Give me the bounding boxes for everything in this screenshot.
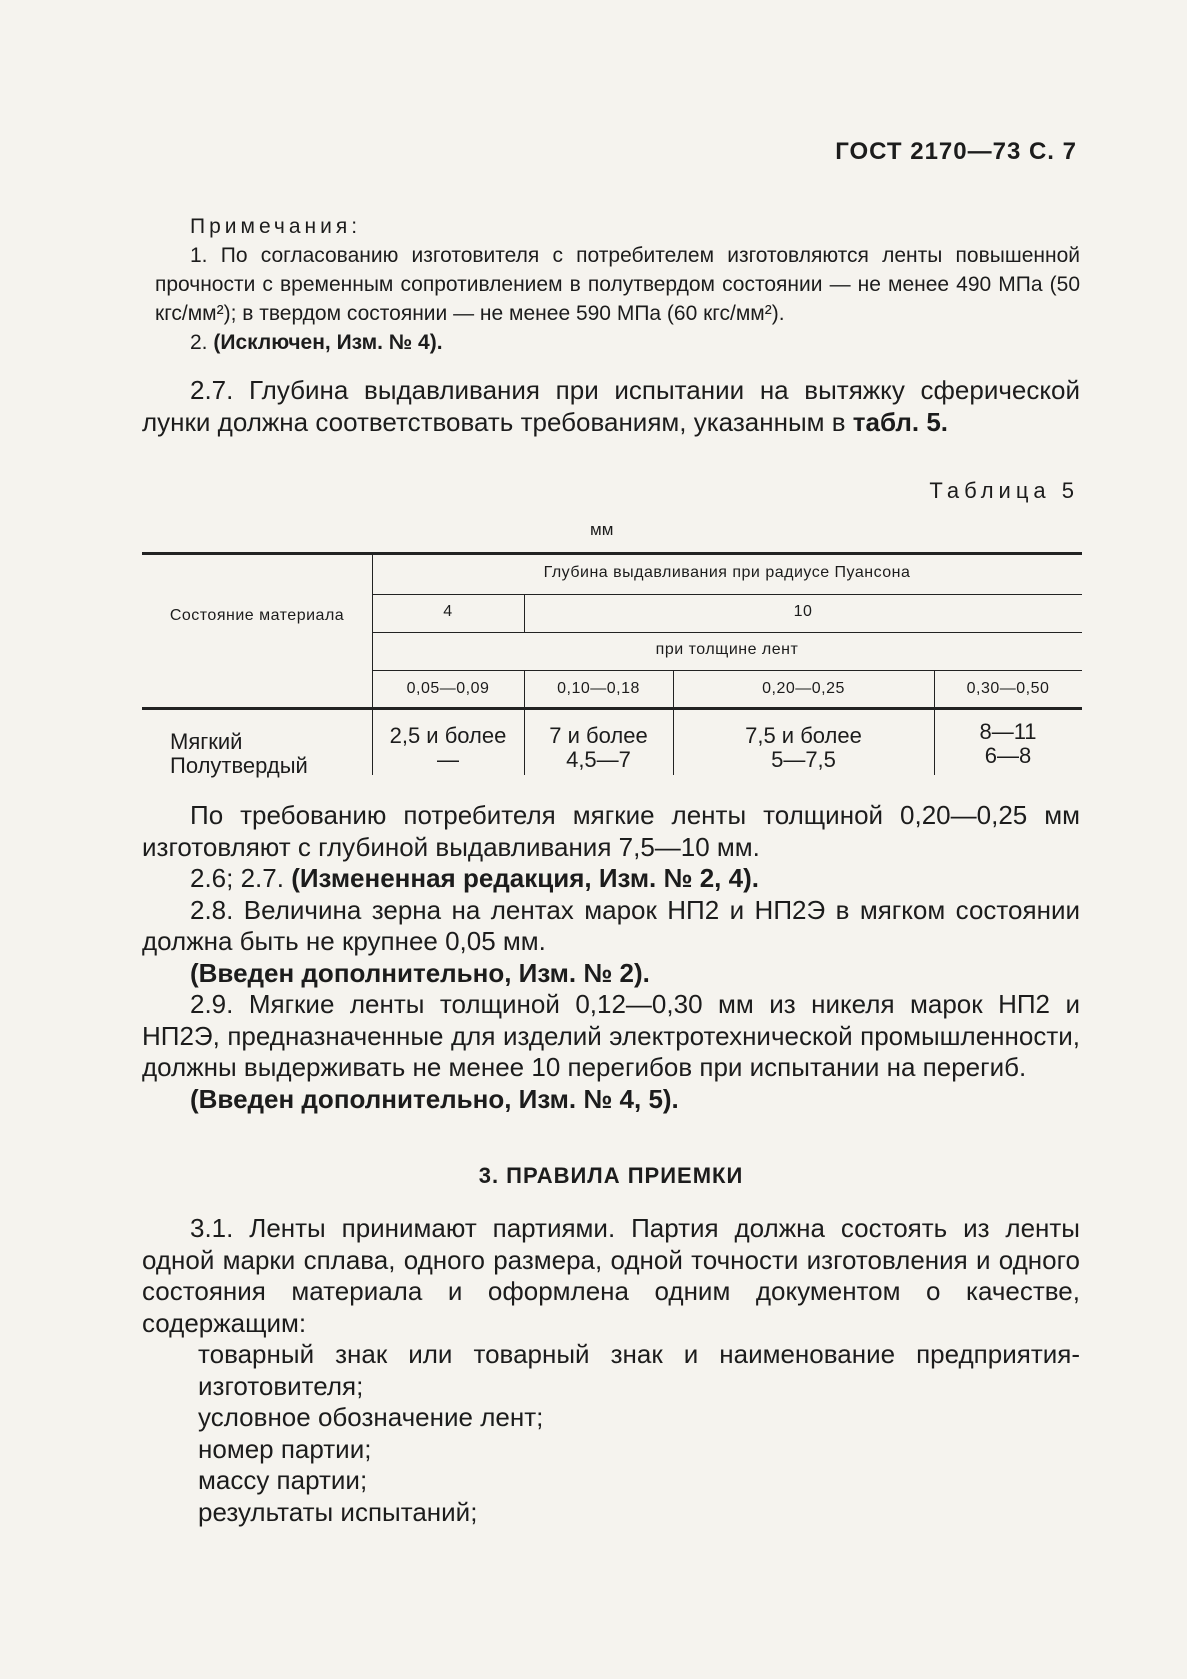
table-cell: — xyxy=(437,747,459,772)
note-item-2-number: 2. xyxy=(190,331,208,354)
list-item: массу партии; xyxy=(198,1465,368,1495)
table-5 xyxy=(142,552,1082,778)
notes-title: Примечания: xyxy=(190,215,362,238)
row-label-soft: Мягкий xyxy=(170,729,243,754)
group-header: Глубина выдавливания при радиусе Пуансона xyxy=(543,564,911,581)
thickness-col-3: 0,20—0,25 xyxy=(762,680,845,697)
edit-reference-note: (Измененная редакция, Изм. № 2, 4). xyxy=(291,863,759,893)
note-item-2-text: (Исключен, Изм. № 4). xyxy=(213,331,443,354)
paragraph-2-7 xyxy=(142,375,1080,438)
table-header-rule xyxy=(142,707,1082,710)
table-cell: 8—11 xyxy=(979,719,1037,744)
table-cell: 6—8 xyxy=(984,743,1032,768)
row-header: Состояние материала xyxy=(169,607,345,624)
table-top-rule xyxy=(142,552,1082,555)
table-cell: 7 и более xyxy=(549,723,648,748)
table-reference: табл. 5. xyxy=(852,406,949,437)
table-cell: 2,5 и более xyxy=(389,723,507,748)
paragraph-2-8-note: (Введен дополнительно, Изм. № 2). xyxy=(190,957,650,988)
paragraph-3-1-text: 3.1. Ленты принимают партиями. Партия должна состоять из ленты одной марки сплава, одного размера, одной точности изготовления и одного состояния материала и оформлена одним документом о качестве, содержащим: xyxy=(142,1213,1080,1338)
paragraph-2-9-note: (Введен дополнительно, Изм. № 4, 5). xyxy=(190,1083,679,1114)
table-cell: 7,5 и более xyxy=(745,723,862,748)
post-table-text xyxy=(142,800,1080,1115)
paragraph-2-8: 2.8. Величина зерна на лентах марок НП2 и НП2Э в мягком состоянии должна быть не крупнее 0,05 мм. xyxy=(142,894,1080,956)
thickness-header: при толщине лент xyxy=(655,641,799,658)
thickness-col-2: 0,10—0,18 xyxy=(557,680,640,697)
radius-4-header: 4 xyxy=(443,603,453,620)
paragraph-3-1 xyxy=(142,1213,1080,1528)
table-rule-2 xyxy=(372,632,1082,633)
section-3-title: 3. ПРАВИЛА ПРИЕМКИ xyxy=(478,1163,744,1188)
table-units: мм xyxy=(590,520,614,539)
thickness-col-4: 0,30—0,50 xyxy=(966,680,1050,697)
edit-reference-prefix: 2.6; 2.7. xyxy=(190,863,284,893)
thickness-col-1: 0,05—0,09 xyxy=(406,680,490,697)
radius-10-header: 10 xyxy=(793,603,813,620)
paragraph-2-7-text: 2.7. Глубина выдавливания при испытании на вытяжку сферической лунки должна соответствовать требованиям, указанным в xyxy=(142,375,1080,437)
table-cell: 5—7,5 xyxy=(771,747,836,772)
table-rule-3 xyxy=(372,670,1082,671)
list-item: номер партии; xyxy=(198,1433,372,1464)
page-header: ГОСТ 2170—73 С. 7 xyxy=(835,138,1077,165)
list-item: результаты испытаний; xyxy=(198,1496,478,1527)
notes-block xyxy=(155,212,1080,357)
row-label-semihard: Полутвердый xyxy=(170,753,308,778)
list-item: товарный знак или товарный знак и наименование предприятия-изготовителя; xyxy=(198,1339,1080,1401)
note-item-2 xyxy=(155,328,1080,357)
paragraph-requirement: По требованию потребителя мягкие ленты толщиной 0,20—0,25 мм изготовляют с глубиной выдавливания 7,5—10 мм. xyxy=(142,800,1080,862)
list-item: условное обозначение лент; xyxy=(198,1402,544,1432)
table-cell: 4,5—7 xyxy=(566,747,631,772)
edit-reference xyxy=(142,863,1080,895)
note-item-1: 1. По согласованию изготовителя с потребителем изготовляются ленты повышенной прочности с временным сопротивлением в полутвердом состоянии — не менее 490 МПа (50 кгс/мм²); в твердом состоянии — не менее 590 МПа (60 кгс/мм²). xyxy=(155,244,1080,325)
table-rule-1 xyxy=(372,594,1082,595)
paragraph-2-9: 2.9. Мягкие ленты толщиной 0,12—0,30 мм из никеля марок НП2 и НП2Э, предназначенные для изделий электротехнической промышленности, должны выдерживать не менее 10 перегибов при испытании на перегиб. xyxy=(142,989,1080,1082)
table-caption: Таблица 5 xyxy=(929,478,1079,503)
